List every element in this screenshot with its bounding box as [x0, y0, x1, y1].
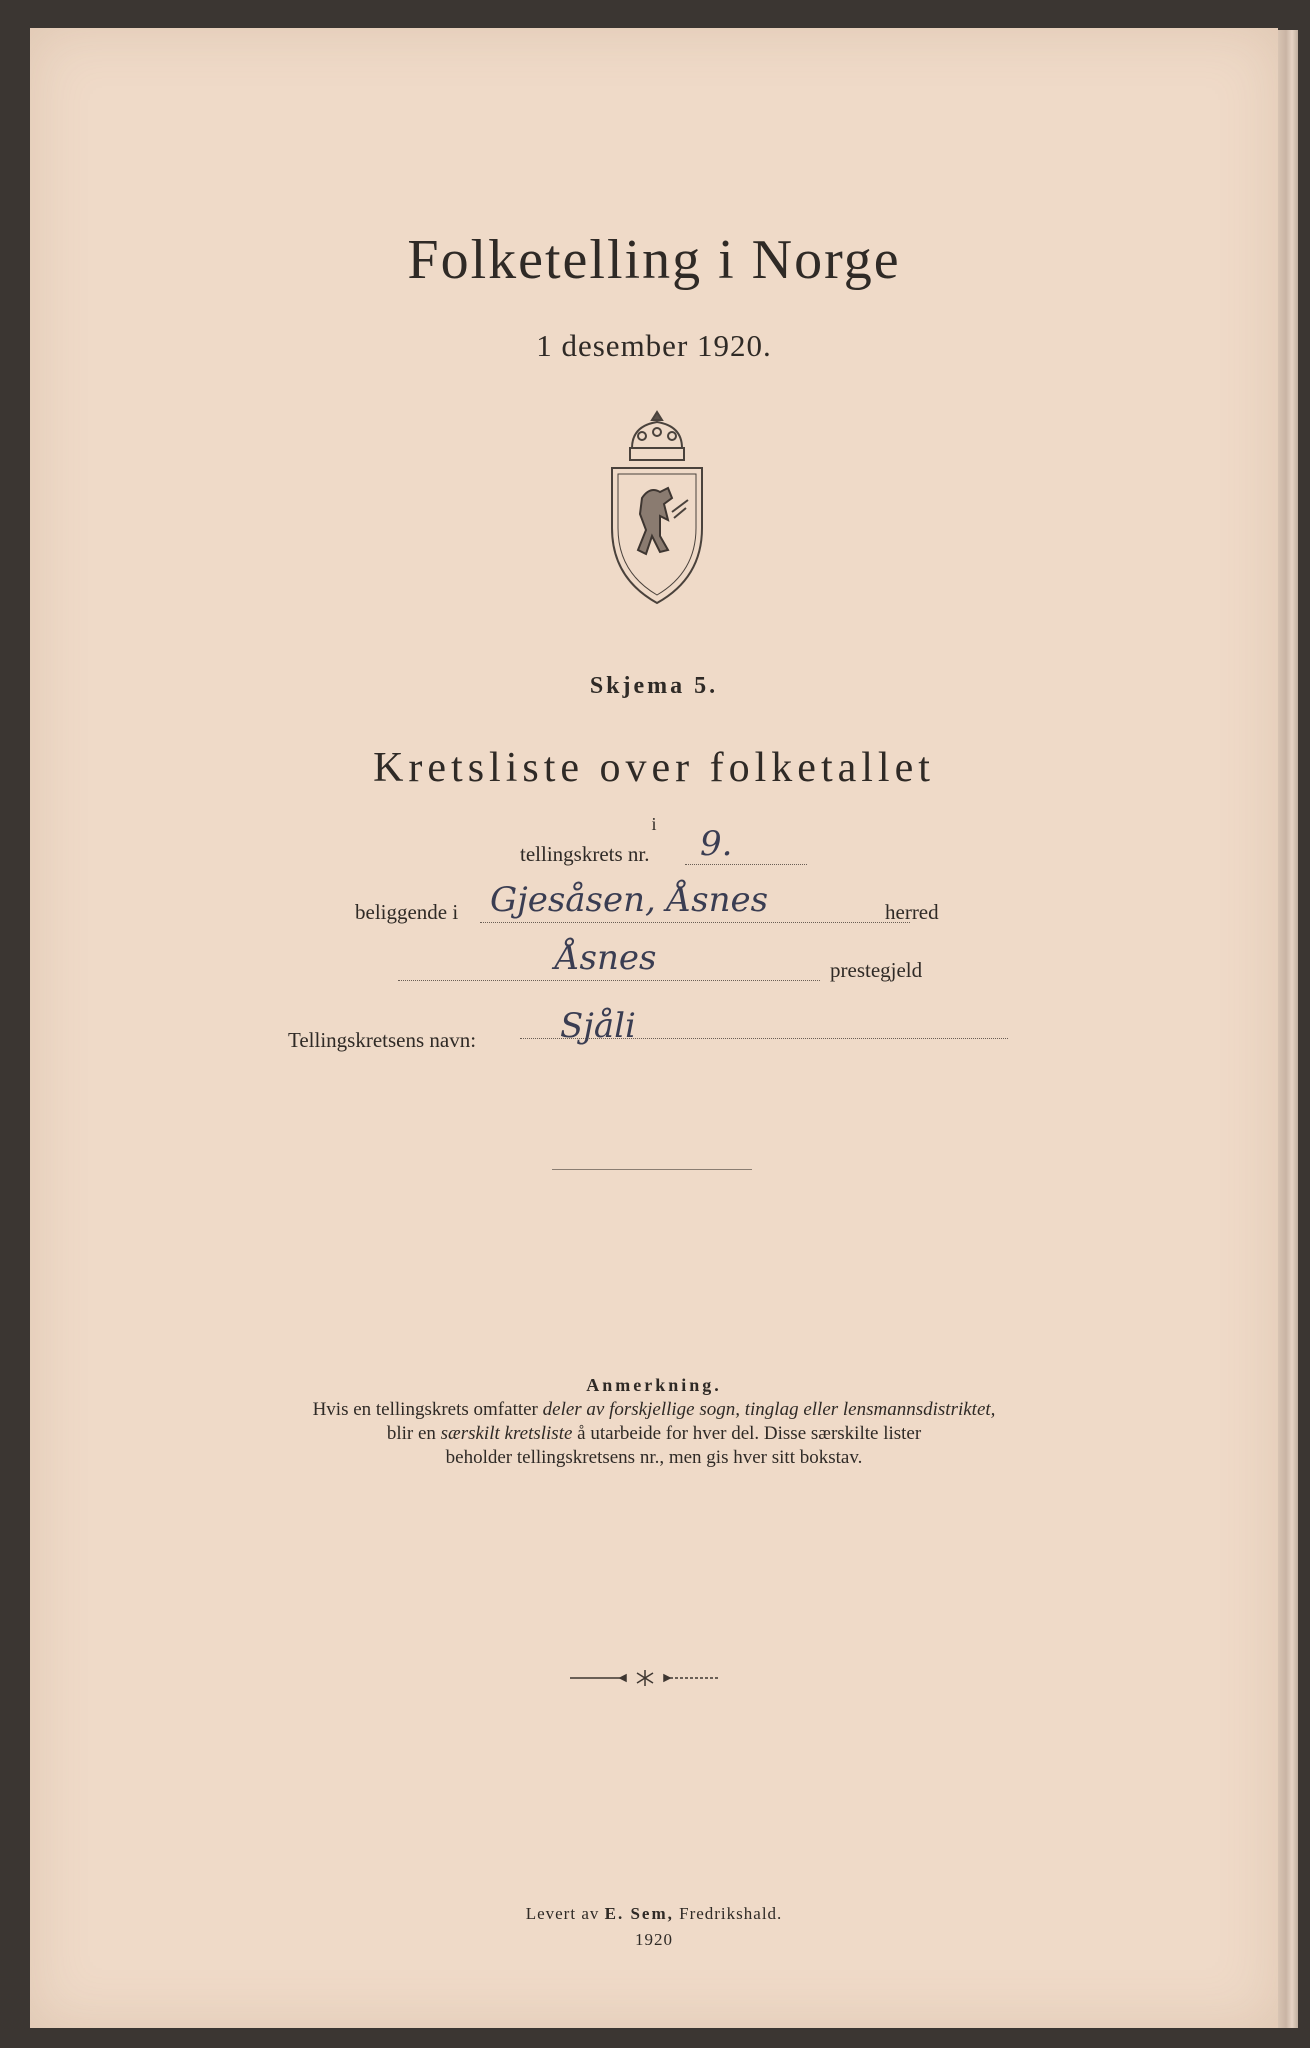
preposition: i	[651, 814, 657, 834]
note-line-2	[30, 1423, 1278, 1445]
note-line-2-emphasis: særskilt kretsliste	[440, 1423, 573, 1444]
page-title: Folketelling i Norge	[407, 229, 901, 291]
navn-value: Sjåli	[560, 1006, 636, 1046]
printer-credit	[30, 1904, 1278, 1924]
beliggende-label: beliggende i	[355, 900, 459, 924]
document-page	[30, 28, 1278, 2028]
prestegjeld-label: prestegjeld	[830, 958, 923, 982]
note-line-2-text-b: å utarbeide for hver del. Disse særskilte lister	[572, 1423, 922, 1444]
note-line-1-text: Hvis en tellingskrets omfatter	[312, 1399, 543, 1420]
note-title: Anmerkning.	[586, 1375, 722, 1395]
prestegjeld-value: Åsnes	[555, 938, 657, 978]
beliggende-value: Gjesåsen, Åsnes	[490, 880, 769, 920]
page-edge	[1278, 30, 1298, 2028]
note-line-3: beholder tellingskretsens nr., men gis hver sitt bokstav.	[445, 1447, 863, 1468]
prestegjeld-line	[398, 979, 820, 981]
printer-prefix: Levert av	[525, 1904, 605, 1923]
coat-of-arms-icon	[602, 408, 712, 608]
tellingskrets-label: tellingskrets nr.	[520, 842, 650, 866]
tellingskrets-value: 9.	[700, 824, 733, 864]
beliggende-line	[480, 921, 910, 923]
herred-label: herred	[885, 900, 939, 924]
printer-place: Fredrikshald.	[673, 1904, 783, 1923]
note-line-1-emphasis: deler av forskjellige sogn, tinglag eller lensmannsdistriktet,	[542, 1399, 996, 1420]
census-date: 1 desember 1920.	[536, 328, 772, 363]
note-line-1	[30, 1399, 1278, 1421]
printer-name: E. Sem,	[604, 1904, 674, 1923]
list-title: Kretsliste over folketallet	[373, 745, 935, 791]
note-line-2-text-a: blir en	[386, 1423, 441, 1444]
ornament-icon	[570, 1668, 720, 1688]
print-year: 1920	[635, 1930, 673, 1949]
divider-rule	[552, 1169, 752, 1170]
schema-number: Skjema 5.	[589, 673, 719, 699]
navn-label: Tellingskretsens navn:	[288, 1028, 477, 1052]
